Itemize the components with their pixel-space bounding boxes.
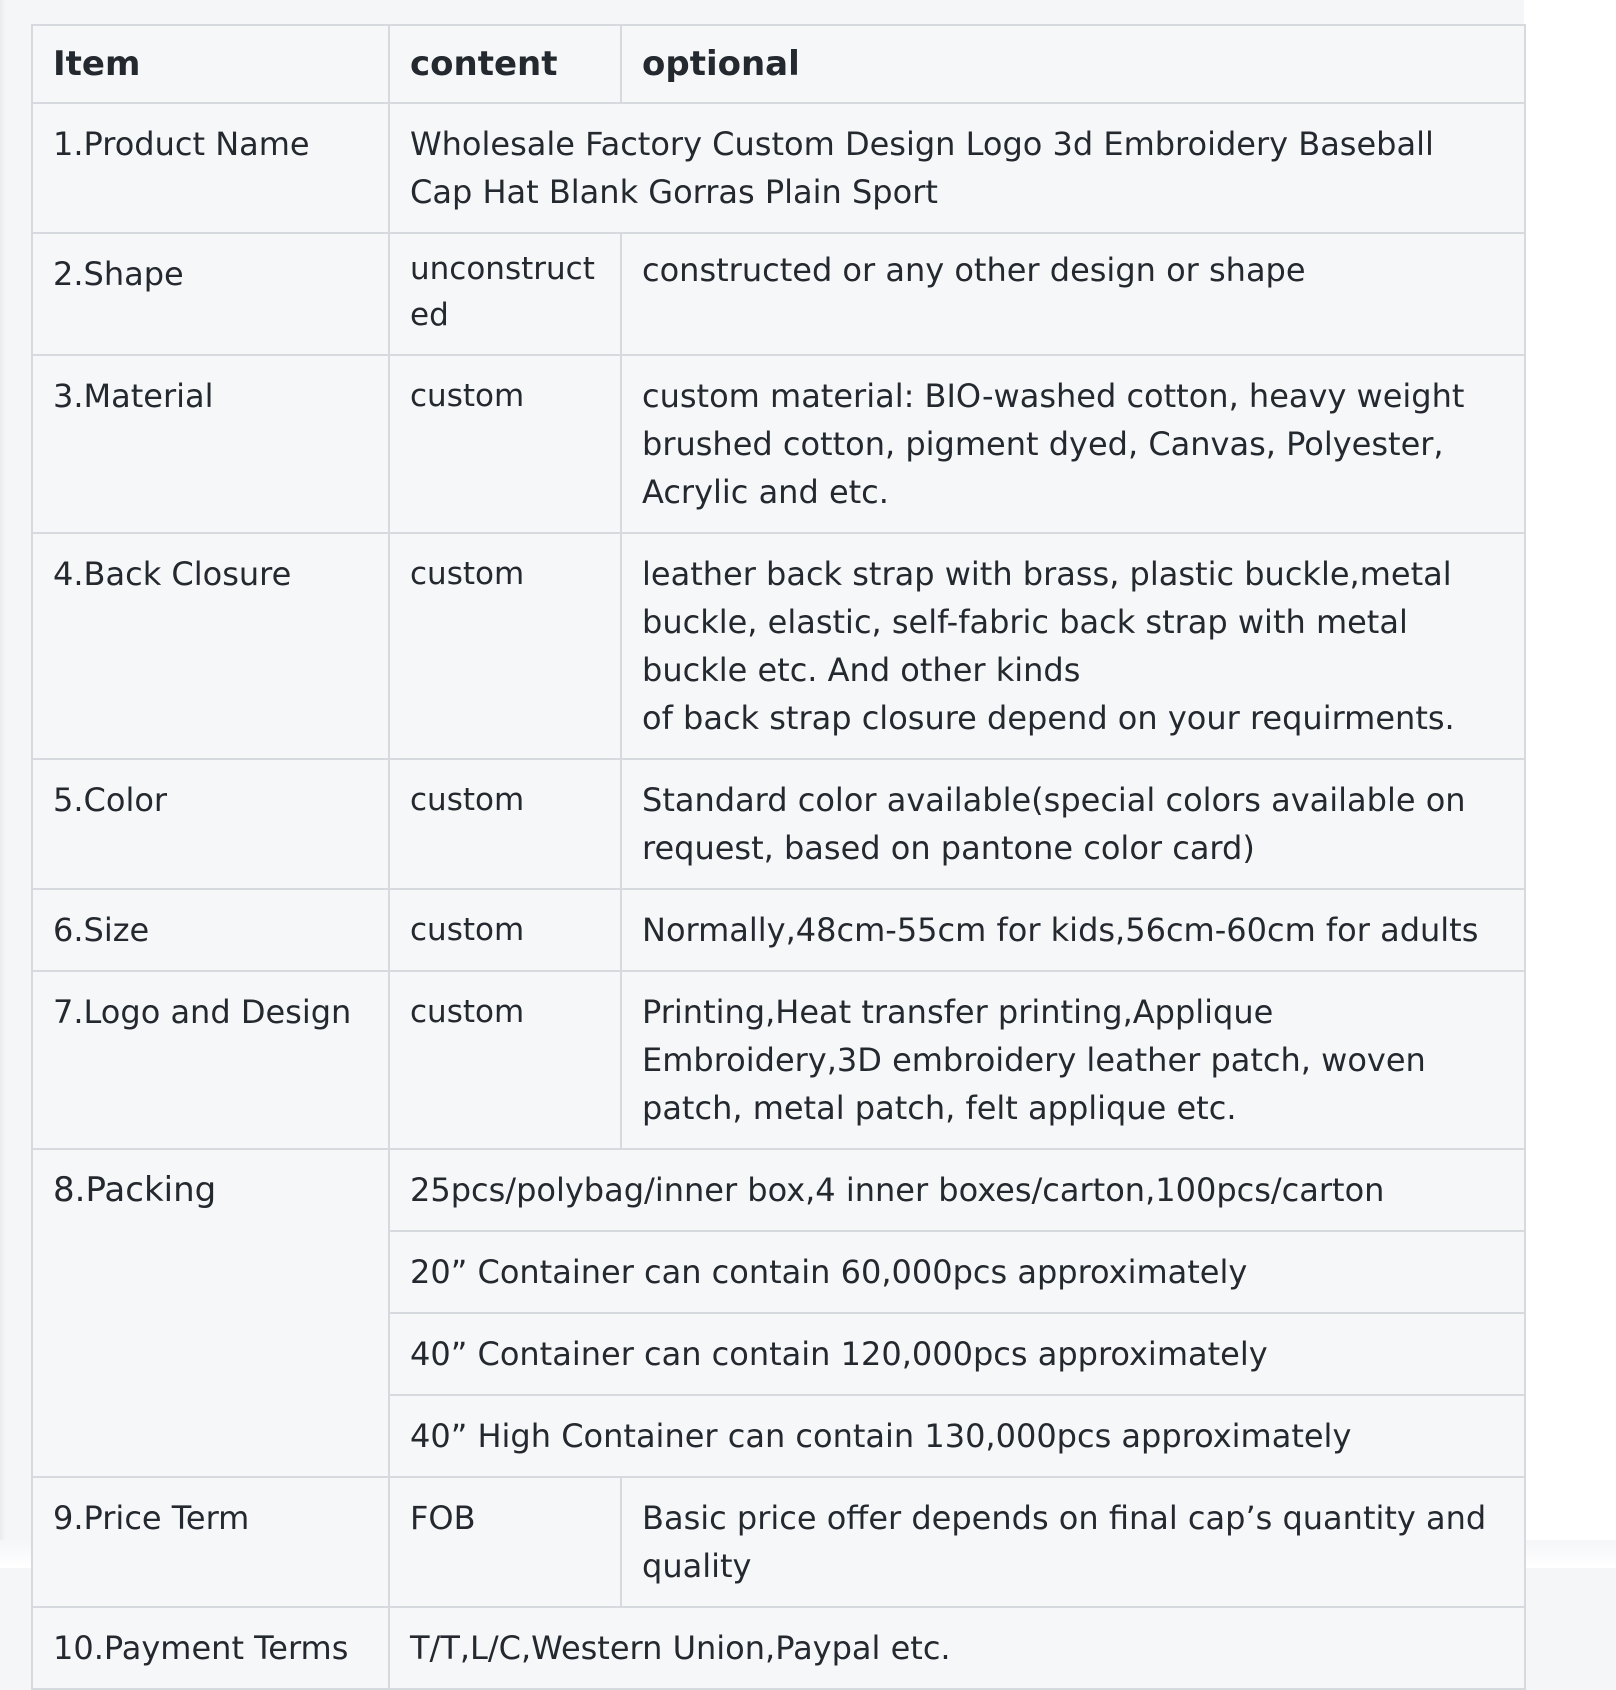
item-label: 3.Material xyxy=(32,355,389,533)
item-label: 5.Color xyxy=(32,759,389,889)
item-label: 2.Shape xyxy=(32,233,389,355)
back-closure-content: custom xyxy=(389,533,621,759)
table-row-size xyxy=(32,889,1525,971)
header-optional: optional xyxy=(621,25,1525,103)
payment-value: T/T,L/C,Western Union,Paypal etc. xyxy=(389,1607,1525,1689)
price-term-optional: Basic price offer depends on final cap’s quantity and quality xyxy=(621,1477,1525,1607)
table-row-shape xyxy=(32,233,1525,355)
table-row-price-term xyxy=(32,1477,1525,1607)
packing-line: 25pcs/polybag/inner box,4 inner boxes/carton,100pcs/carton xyxy=(389,1149,1525,1231)
table-row-payment xyxy=(32,1607,1525,1689)
item-label: 6.Size xyxy=(32,889,389,971)
color-content: custom xyxy=(389,759,621,889)
item-label: 4.Back Closure xyxy=(32,533,389,759)
size-content: custom xyxy=(389,889,621,971)
table-header-row xyxy=(32,25,1525,103)
page-right-margin xyxy=(1524,0,1616,1568)
table-row-packing xyxy=(32,1149,1525,1231)
item-label: 7.Logo and Design xyxy=(32,971,389,1149)
packing-line: 40” High Container can contain 130,000pcs approximately xyxy=(389,1395,1525,1477)
back-closure-optional xyxy=(621,533,1525,759)
item-label-packing: 8.Packing xyxy=(32,1149,389,1477)
price-term-content: FOB xyxy=(389,1477,621,1607)
shape-optional: constructed or any other design or shape xyxy=(621,233,1525,355)
back-closure-optional-line: leather back strap with brass, plastic buckle,metal buckle, elastic, self-fabric back strap with metal buckle etc. And other kinds xyxy=(642,555,1452,689)
header-item: Item xyxy=(32,25,389,103)
size-optional: Normally,48cm-55cm for kids,56cm-60cm for adults xyxy=(621,889,1525,971)
logo-optional: Printing,Heat transfer printing,Applique Embroidery,3D embroidery leather patch, woven patch, metal patch, felt applique etc. xyxy=(621,971,1525,1149)
material-optional: custom material: BIO-washed cotton, heavy weight brushed cotton, pigment dyed, Canvas, Polyester, Acrylic and etc. xyxy=(621,355,1525,533)
logo-content: custom xyxy=(389,971,621,1149)
table-row-back-closure xyxy=(32,533,1525,759)
table-row-material xyxy=(32,355,1525,533)
page-left-edge xyxy=(0,0,6,1568)
item-label: 9.Price Term xyxy=(32,1477,389,1607)
item-label: 1.Product Name xyxy=(32,103,389,233)
table-row-logo xyxy=(32,971,1525,1149)
item-label: 10.Payment Terms xyxy=(32,1607,389,1689)
packing-line: 20” Container can contain 60,000pcs approximately xyxy=(389,1231,1525,1313)
table-row-color xyxy=(32,759,1525,889)
color-optional: Standard color available(special colors available on request, based on pantone color card) xyxy=(621,759,1525,889)
back-closure-optional-line: of back strap closure depend on your requirments. xyxy=(642,699,1455,737)
product-name-value: Wholesale Factory Custom Design Logo 3d Embroidery Baseball Cap Hat Blank Gorras Plain Sport xyxy=(389,103,1525,233)
packing-line: 40” Container can contain 120,000pcs approximately xyxy=(389,1313,1525,1395)
table-row-product-name xyxy=(32,103,1525,233)
product-spec-table xyxy=(31,24,1526,1690)
header-content: content xyxy=(389,25,621,103)
material-content: custom xyxy=(389,355,621,533)
shape-content: unconstructed xyxy=(389,233,621,355)
